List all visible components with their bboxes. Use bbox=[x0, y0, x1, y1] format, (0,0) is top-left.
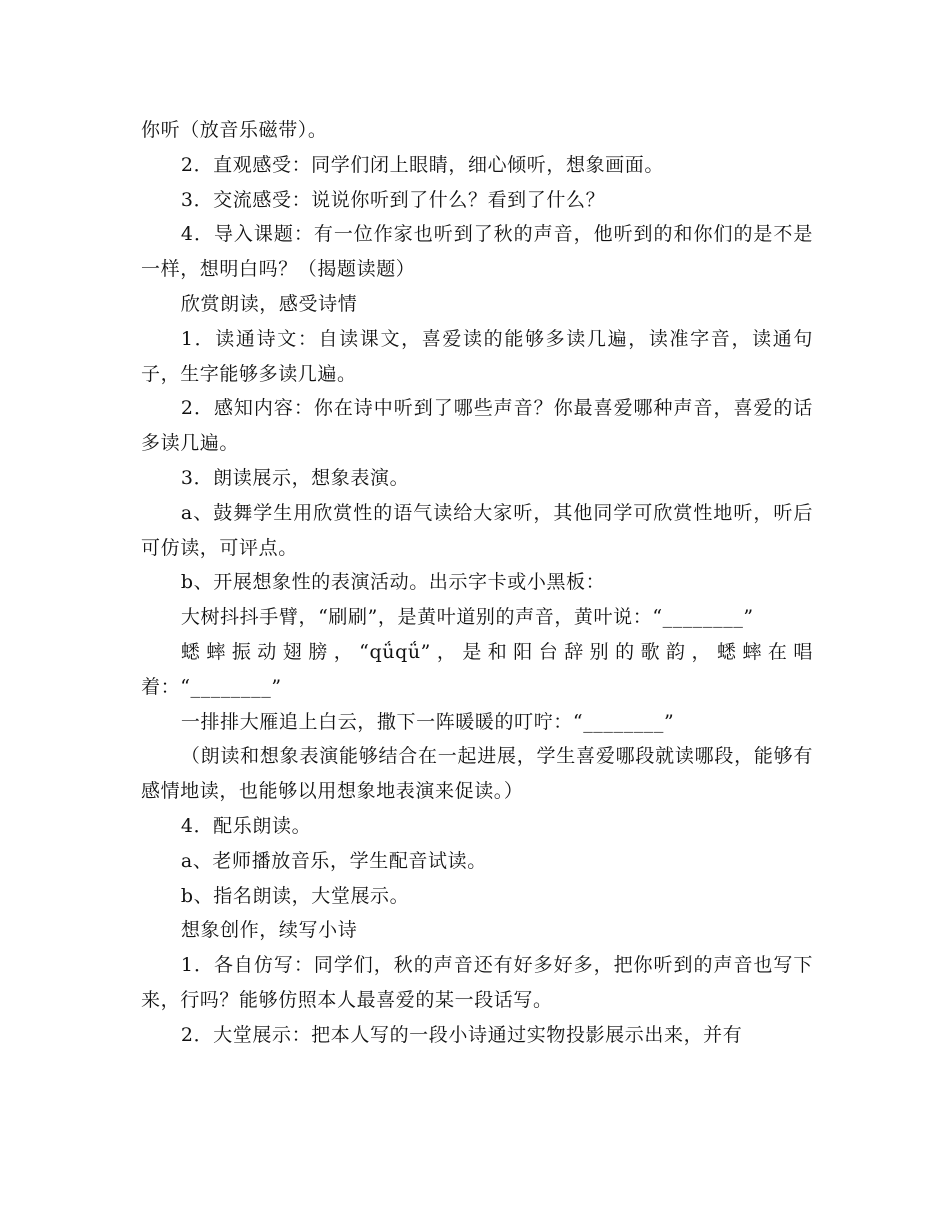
paragraph: 4．导入课题：有一位作家也听到了秋的声音，他听到的和你们的是不是一样，想明白吗？（揭题读题） bbox=[141, 223, 813, 281]
paragraph: 2．大堂展示：把本人写的一段小诗通过实物投影展示出来，并有 bbox=[180, 1023, 743, 1046]
paragraph: （朗读和想象表演能够结合在一起进展，学生喜爱哪段就读哪段，能够有感情地读，也能够以用想象地表演来促读。） bbox=[141, 745, 813, 803]
paragraph: 蟋蟀振动翅膀，“qǘqǘ”，是和阳台辞别的歌韵，蟋蟀在唱着：“________” bbox=[141, 640, 813, 698]
paragraph: 4．配乐朗读。 bbox=[180, 814, 312, 837]
paragraph: 一排排大雁追上白云，撒下一阵暖暖的叮咛：“________” bbox=[180, 710, 675, 733]
section-heading: 欣赏朗读，感受诗情 bbox=[180, 292, 358, 315]
paragraph: 你听（放音乐磁带）。 bbox=[141, 119, 328, 141]
paragraph: b、开展想象性的表演活动。出示字卡或小黑板： bbox=[180, 571, 606, 594]
paragraph: a、老师播放音乐，学生配音试读。 bbox=[180, 849, 487, 872]
section-heading: 想象创作，续写小诗 bbox=[180, 919, 358, 942]
paragraph: a、鼓舞学生用欣赏性的语气读给大家听，其他同学可欣赏性地听，听后可仿读，可评点。 bbox=[141, 501, 813, 559]
paragraph: b、指名朗读，大堂展示。 bbox=[180, 884, 410, 907]
paragraph: 1．各自仿写：同学们，秋的声音还有好多好多，把你听到的声音也写下来，行吗？能够仿照本人最喜爱的某一段话写。 bbox=[141, 954, 813, 1011]
paragraph: 2．直观感受：同学们闭上眼睛，细心倾听，想象画面。 bbox=[180, 153, 664, 176]
paragraph: 1．读通诗文：自读课文，喜爱读的能够多读几遍，读准字音，读通句子，生字能够多读几遍。 bbox=[141, 327, 813, 385]
document-body bbox=[141, 113, 813, 1053]
paragraph: 3．朗读展示，想象表演。 bbox=[180, 466, 410, 489]
paragraph: 2．感知内容：你在诗中听到了哪些声音？你最喜爱哪种声音，喜爱的话多读几遍。 bbox=[141, 397, 813, 455]
paragraph: 大树抖抖手臂，“刷刷”，是黄叶道别的声音，黄叶说：“________” bbox=[180, 606, 754, 629]
paragraph: 3．交流感受：说说你听到了什么？看到了什么？ bbox=[180, 188, 606, 211]
